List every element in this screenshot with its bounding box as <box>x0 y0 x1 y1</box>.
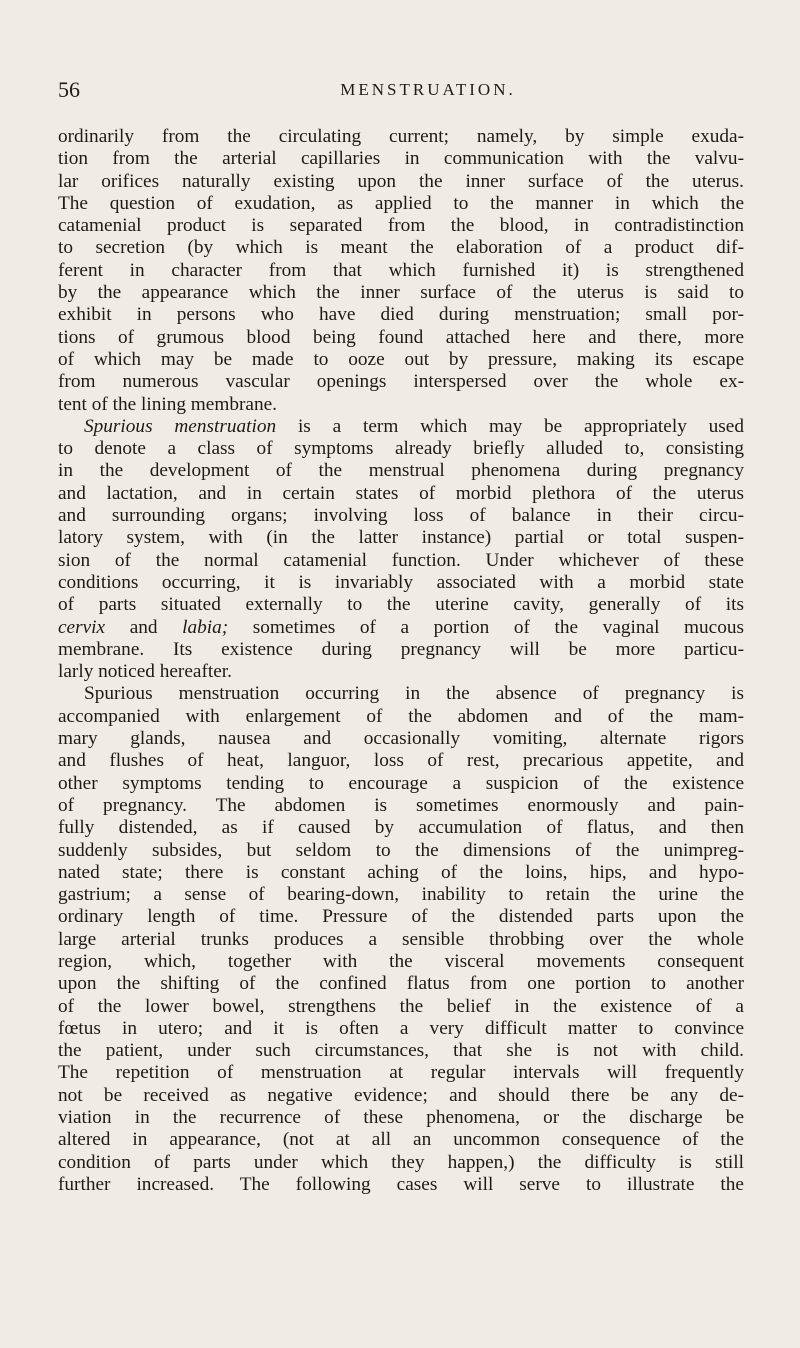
italic-term: Spurious menstruation <box>84 415 277 437</box>
text-line: to secretion (by which is meant the elaboration of a product dif- <box>58 237 744 259</box>
text-fragment: sometimes of a portion of the vaginal mucous <box>252 616 744 638</box>
text-line: exhibit in persons who have died during menstruation; small por- <box>58 304 744 326</box>
italic-term: cervix <box>58 616 106 638</box>
text-line: large arterial trunks produces a sensible throbbing over the whole <box>58 928 744 950</box>
text-line: viation in the recurrence of these phenomena, or the discharge be <box>58 1107 744 1129</box>
text-line: in the development of the menstrual phenomena during pregnancy <box>58 460 744 482</box>
text-line: of the lower bowel, strengthens the belief in the existence of a <box>58 995 744 1017</box>
text-line: and lactation, and in certain states of morbid plethora of the uterus <box>58 482 744 504</box>
text-line: lar orifices naturally existing upon the inner surface of the uterus. <box>58 170 744 192</box>
text-line: The question of exudation, as applied to the manner in which the <box>58 192 744 214</box>
text-line: latory system, with (in the latter instance) partial or total suspen- <box>58 527 744 549</box>
text-line: nated state; there is constant aching of the loins, hips, and hypo- <box>58 861 744 883</box>
text-line: Spurious menstruation occurring in the absence of pregnancy is <box>84 683 744 705</box>
page-number: 56 <box>58 77 80 102</box>
running-head: MENSTRUATION. <box>340 80 516 99</box>
text-line-cervix <box>58 617 744 639</box>
italic-term: labia; <box>182 616 229 638</box>
text-line: to denote a class of symptoms already briefly alluded to, consisting <box>58 438 744 460</box>
text-line: suddenly subsides, but seldom to the dimensions of the unimpreg- <box>58 839 744 861</box>
text-line: upon the shifting of the confined flatus from one portion to another <box>58 973 744 995</box>
text-line: region, which, together with the visceral movements consequent <box>58 950 744 972</box>
text-line: ordinarily from the circulating current; namely, by simple exuda- <box>58 126 744 147</box>
text-line: from numerous vascular openings interspersed over the whole ex- <box>58 371 744 393</box>
text-line: fully distended, as if caused by accumulation of flatus, and then <box>58 817 744 839</box>
page-header <box>58 74 744 110</box>
text-line: ordinary length of time. Pressure of the distended parts upon the <box>58 906 744 928</box>
text-line: ferent in character from that which furnished it) is strengthened <box>58 259 744 281</box>
text-line: mary glands, nausea and occasionally vomiting, alternate rigors <box>58 728 744 750</box>
text-line: not be received as negative evidence; and should there be any de- <box>58 1084 744 1106</box>
text-line: by the appearance which the inner surface of the uterus is said to <box>58 282 744 304</box>
text-line: The repetition of menstruation at regular intervals will frequently <box>58 1062 744 1084</box>
text-line: of pregnancy. The abdomen is sometimes enormously and pain- <box>58 794 744 816</box>
text-line: altered in appearance, (not at all an uncommon consequence of the <box>58 1129 744 1151</box>
text-line: tion from the arterial capillaries in communication with the valvu- <box>58 148 744 170</box>
text-line: tions of grumous blood being found attached here and there, more <box>58 326 744 348</box>
text-fragment: and <box>129 616 158 638</box>
text-line: sion of the normal catamenial function. Under whichever of these <box>58 549 744 571</box>
text-line: of parts situated externally to the uterine cavity, generally of its <box>58 594 744 616</box>
text-line: and surrounding organs; involving loss of balance in their circu- <box>58 505 744 527</box>
text-line: further increased. The following cases will serve to illustrate the <box>58 1173 744 1195</box>
text-line: tent of the lining membrane. <box>58 393 277 415</box>
text-fragment: is a term which may be appropriately used <box>297 415 744 437</box>
body-text <box>58 126 744 1196</box>
text-line-spurious <box>58 416 744 438</box>
text-line: fœtus in utero; and it is often a very difficult matter to convince <box>58 1017 744 1039</box>
text-line: membrane. Its existence during pregnancy will be more particu- <box>58 638 744 660</box>
text-line: and flushes of heat, languor, loss of rest, precarious appetite, and <box>58 750 744 772</box>
text-line: accompanied with enlargement of the abdomen and of the mam- <box>58 705 744 727</box>
text-line: of which may be made to ooze out by pressure, making its escape <box>58 348 744 370</box>
text-line: gastrium; a sense of bearing-down, inability to retain the urine the <box>58 884 744 906</box>
text-line: other symptoms tending to encourage a suspicion of the existence <box>58 772 744 794</box>
text-line: larly noticed hereafter. <box>58 661 232 683</box>
text-line: conditions occurring, it is invariably associated with a morbid state <box>58 571 744 593</box>
text-line: condition of parts under which they happen,) the difficulty is still <box>58 1151 744 1173</box>
text-line: the patient, under such circumstances, that she is not with child. <box>58 1040 744 1062</box>
text-line: catamenial product is separated from the blood, in contradistinction <box>58 215 744 237</box>
